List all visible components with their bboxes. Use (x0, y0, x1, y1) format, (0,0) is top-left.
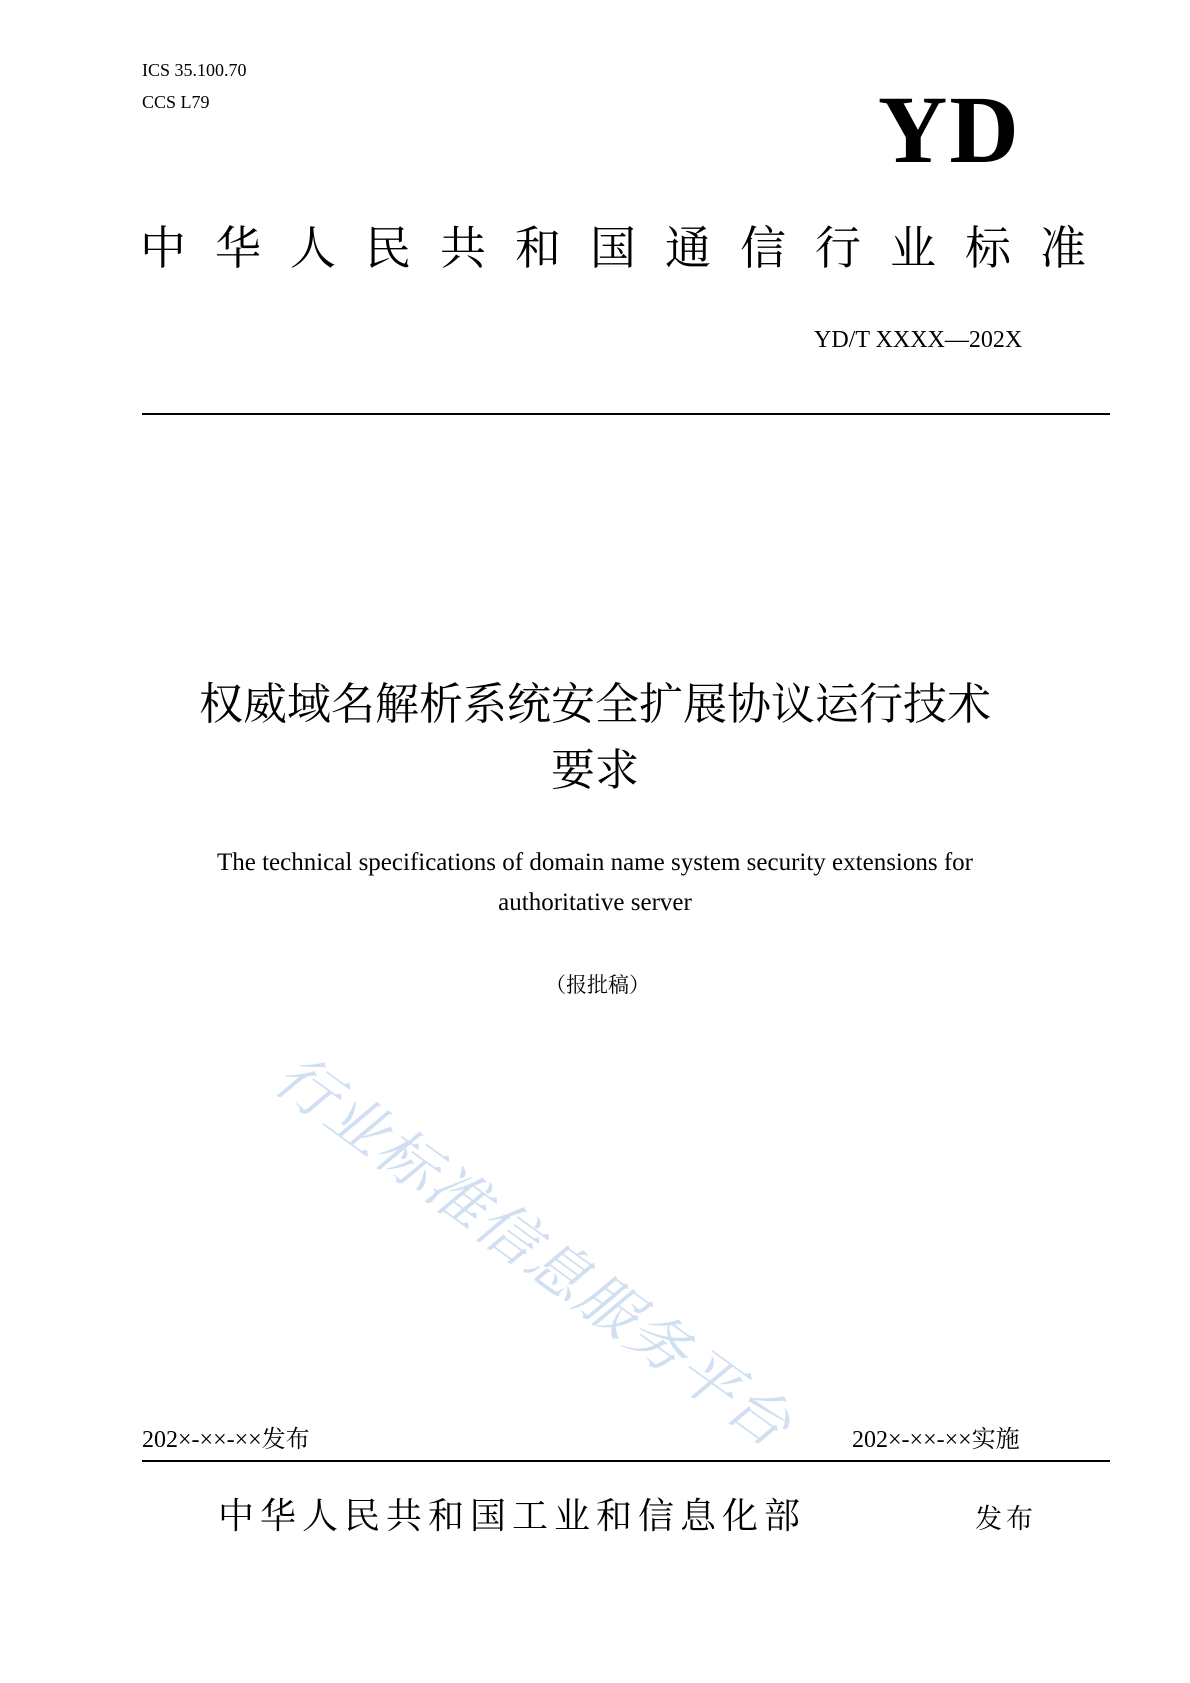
draft-status: （报批稿） (545, 973, 650, 997)
publisher: 中华人民共和国工业和信息化部 (218, 1496, 807, 1537)
issue-date: 202×-××-××发布 (142, 1427, 310, 1453)
footer-divider (142, 1460, 1110, 1462)
chinese-title-line-2: 要求 (551, 745, 639, 796)
ics-code: ICS 35.100.70 (142, 60, 247, 80)
english-title (160, 843, 1030, 923)
standard-category: 中华人民共和国通信行业标准 (140, 221, 1115, 275)
implementation-date: 202×-××-××实施 (852, 1427, 1020, 1453)
watermark: 行业标准信息服务平台 (261, 1040, 805, 1463)
ccs-code: CCS L79 (142, 92, 210, 112)
chinese-title (120, 672, 1070, 804)
standard-number: YD/T XXXX—202X (814, 327, 1023, 353)
chinese-title-line-1: 权威域名解析系统安全扩展协议运行技术 (199, 679, 991, 730)
english-title-line-2: authoritative server (498, 889, 692, 916)
english-title-line-1: The technical specifications of domain name system security extensions for (216, 849, 974, 876)
publish-label: 发布 (975, 1504, 1037, 1535)
yd-logo: YD (878, 76, 1021, 183)
header-divider (142, 413, 1110, 415)
